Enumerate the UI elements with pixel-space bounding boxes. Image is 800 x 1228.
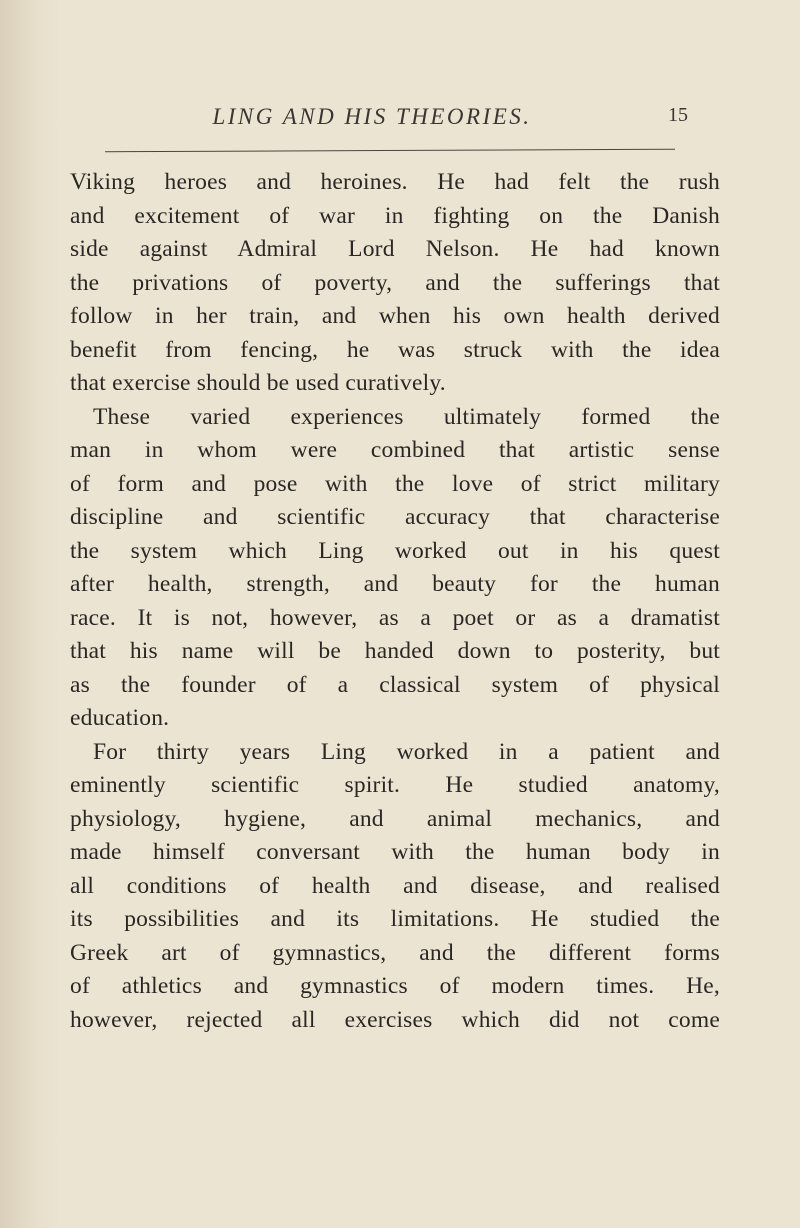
text-line: race. It is not, however, as a poet or as a dramatist bbox=[70, 604, 720, 631]
text-line: that exercise should be used curatively. bbox=[70, 370, 446, 396]
text-line: follow in her train, and when his own health derived bbox=[70, 303, 720, 329]
text-line: man in whom were combined that artistic sense bbox=[70, 437, 720, 463]
text-line: however, rejected all exercises which did not come bbox=[70, 1006, 720, 1033]
text-line: made himself conversant with the human body in bbox=[70, 839, 720, 865]
body-text bbox=[70, 166, 720, 1037]
text-line: of athletics and gymnastics of modern times. He, bbox=[70, 973, 720, 999]
text-line: of form and pose with the love of strict military bbox=[70, 470, 720, 497]
text-line: all conditions of health and disease, and realised bbox=[70, 872, 720, 899]
text-line: the privations of poverty, and the sufferings that bbox=[70, 269, 720, 296]
text-line: Viking heroes and heroines. He had felt the rush bbox=[70, 169, 720, 195]
text-line: that his name will be handed down to posterity, but bbox=[70, 638, 720, 664]
text-line: eminently scientific spirit. He studied anatomy, bbox=[70, 772, 720, 798]
running-head bbox=[0, 104, 800, 140]
text-line: as the founder of a classical system of physical bbox=[70, 671, 720, 698]
text-line: the system which Ling worked out in his quest bbox=[70, 537, 720, 564]
page-edge-shadow bbox=[0, 0, 60, 1228]
text-line: For thirty years Ling worked in a patient and bbox=[93, 738, 720, 765]
text-line: after health, strength, and beauty for the human bbox=[70, 571, 720, 597]
text-line: and excitement of war in fighting on the Danish bbox=[70, 202, 720, 229]
text-line: side against Admiral Lord Nelson. He had known bbox=[70, 236, 720, 262]
page-number: 15 bbox=[668, 104, 688, 126]
header-rule bbox=[105, 149, 675, 152]
text-line: Greek art of gymnastics, and the different forms bbox=[70, 939, 720, 966]
text-line: physiology, hygiene, and animal mechanics, and bbox=[70, 805, 720, 832]
text-line: discipline and scientific accuracy that characterise bbox=[70, 504, 720, 530]
text-line: its possibilities and its limitations. He studied the bbox=[70, 906, 720, 932]
running-title: LING AND HIS THEORIES. bbox=[212, 104, 532, 129]
text-line: These varied experiences ultimately formed the bbox=[93, 403, 720, 430]
text-line: education. bbox=[70, 705, 170, 731]
text-line: benefit from fencing, he was struck with the idea bbox=[70, 336, 720, 363]
